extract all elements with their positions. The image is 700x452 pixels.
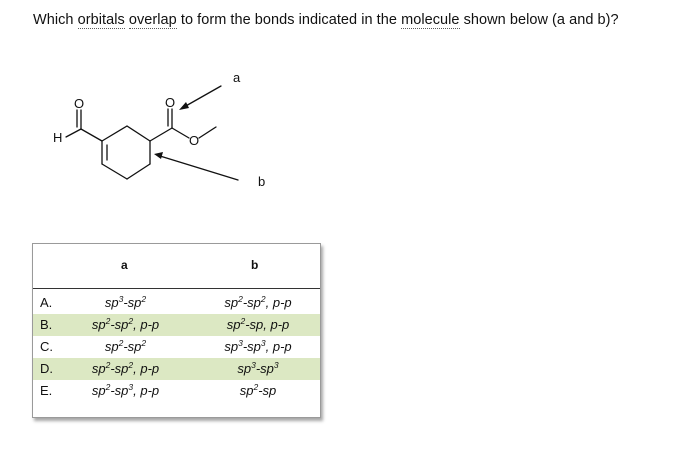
superscript: 3 xyxy=(251,360,256,370)
column-header-a: a xyxy=(121,258,128,272)
orbital-text: -sp xyxy=(123,295,142,310)
superscript: 2 xyxy=(128,316,134,326)
superscript: 2 xyxy=(128,360,134,370)
keyword-orbitals[interactable]: orbitals xyxy=(77,12,125,28)
answer-letter: B. xyxy=(40,317,53,332)
orbital-text: -sp xyxy=(123,339,142,354)
orbital-text: sp xyxy=(104,339,119,354)
superscript: 2 xyxy=(105,316,111,326)
superscript: 3 xyxy=(260,338,266,348)
orbital-text: sp xyxy=(91,317,106,332)
atom-o-ether-label: O xyxy=(189,133,200,148)
atom-h-label: H xyxy=(53,130,63,145)
orbital-text: -sp xyxy=(255,361,274,376)
atom-o-aldehyde-label: O xyxy=(74,96,85,111)
bond-h-c xyxy=(66,129,81,137)
column-header-b: b xyxy=(251,258,259,272)
answer-cell-a xyxy=(68,317,183,332)
superscript: 3 xyxy=(118,294,124,304)
answer-cell-a xyxy=(68,295,183,310)
orbital-text: sp xyxy=(91,361,106,376)
orbital-text: sp xyxy=(91,383,106,398)
superscript: 2 xyxy=(105,360,111,370)
bond-ring-ester xyxy=(150,128,172,141)
superscript: 2 xyxy=(240,316,246,326)
bond-label-a: a xyxy=(233,70,241,85)
answer-cell-a xyxy=(68,361,183,376)
orbital-text: sp xyxy=(237,361,252,376)
answer-letter: C. xyxy=(40,339,53,354)
answer-cell-b xyxy=(198,383,318,398)
orbital-text: sp xyxy=(104,295,119,310)
arrow-a-line xyxy=(184,86,221,107)
answer-cell-b xyxy=(198,361,318,376)
superscript: 3 xyxy=(273,360,279,370)
orbital-text: , p-p xyxy=(133,383,160,398)
ring-bond-5 xyxy=(102,164,127,179)
orbital-text: , p-p xyxy=(265,295,292,310)
arrow-a-head xyxy=(179,102,189,110)
answer-letter: E. xyxy=(40,383,53,398)
superscript: 2 xyxy=(260,294,266,304)
answer-cell-b xyxy=(198,317,318,332)
answer-letter: A. xyxy=(40,295,53,310)
orbital-text: , p-p xyxy=(133,361,160,376)
superscript: 3 xyxy=(238,338,243,348)
answer-letter: D. xyxy=(40,361,53,376)
answer-row[interactable] xyxy=(33,380,320,402)
question-part-before: Which xyxy=(33,12,78,28)
ring-bond-4 xyxy=(127,164,150,179)
table-header xyxy=(33,244,320,289)
orbital-text: -sp xyxy=(242,339,261,354)
answer-cell-b xyxy=(198,339,318,354)
bond-cho-ring xyxy=(81,129,102,141)
orbital-text: sp xyxy=(224,295,239,310)
keyword-molecule[interactable]: molecule xyxy=(401,12,460,28)
answer-row[interactable] xyxy=(33,314,320,336)
answer-row[interactable] xyxy=(33,358,320,380)
answer-cell-b xyxy=(198,295,318,310)
superscript: 2 xyxy=(253,382,259,392)
bond-o-methyl xyxy=(199,127,216,138)
answer-row[interactable] xyxy=(33,336,320,358)
superscript: 2 xyxy=(141,338,147,348)
orbital-text: -sp xyxy=(110,361,129,376)
orbital-text: , p-p xyxy=(265,339,292,354)
question-part-mid: to form the bonds indicated in the xyxy=(176,12,402,28)
orbital-text: -sp xyxy=(110,317,129,332)
superscript: 3 xyxy=(128,382,134,392)
bond-ester-co-single xyxy=(172,128,189,138)
ring-bond-2 xyxy=(127,126,150,141)
atom-o-carbonyl-label: O xyxy=(165,95,176,110)
superscript: 2 xyxy=(105,382,111,392)
keyword-overlap[interactable]: overlap xyxy=(128,12,177,28)
orbital-text: , p-p xyxy=(133,317,160,332)
superscript: 2 xyxy=(238,294,243,304)
answer-row[interactable] xyxy=(33,292,320,314)
ring-bond-1 xyxy=(102,126,127,141)
orbital-text: -sp, p-p xyxy=(245,317,290,332)
superscript: 2 xyxy=(141,294,147,304)
orbital-text: -sp xyxy=(242,295,261,310)
answer-cell-a xyxy=(68,383,183,398)
answer-cell-a xyxy=(68,339,183,354)
orbital-text: sp xyxy=(239,383,254,398)
bond-label-b: b xyxy=(258,174,266,189)
superscript: 2 xyxy=(118,338,124,348)
orbital-text: -sp xyxy=(258,383,277,398)
answer-choices-table xyxy=(32,243,321,418)
arrow-b-head xyxy=(154,152,163,159)
orbital-text: sp xyxy=(226,317,241,332)
question-part-after: shown below (a and b)? xyxy=(459,12,619,28)
orbital-text: sp xyxy=(224,339,239,354)
arrow-b-line xyxy=(160,156,238,180)
orbital-text: -sp xyxy=(110,383,129,398)
